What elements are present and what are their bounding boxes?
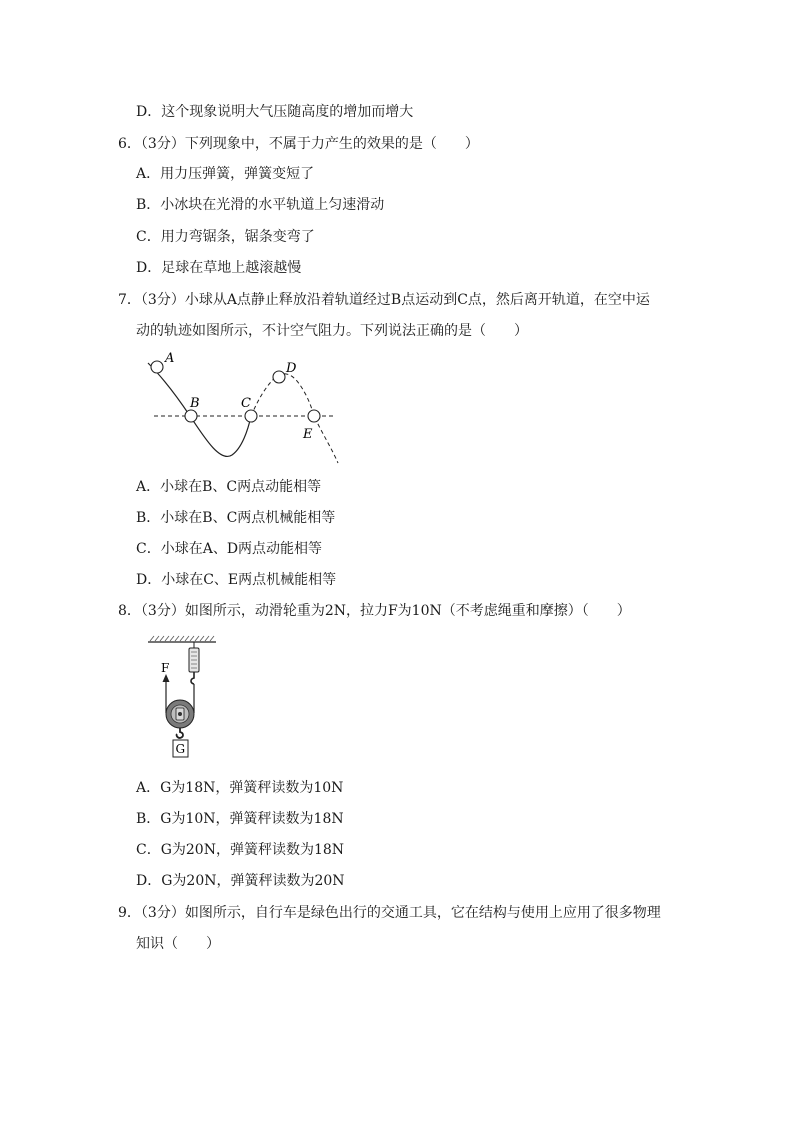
ball-b: [185, 410, 197, 422]
q5-option-d: D．这个现象说明大气压随高度的增加而增大: [136, 104, 414, 120]
q9-stem-line2: 知识（ ）: [136, 936, 220, 952]
q8-option-c: C．G为20N，弹簧秤读数为18N: [136, 842, 345, 858]
pulley-hook: [177, 728, 183, 738]
ceiling-hatching: [150, 636, 214, 641]
q7-stem-line2: 动的轨迹如图所示，不计空气阻力。下列说法正确的是（ ）: [136, 323, 528, 339]
q6-option-a: A．用力压弹簧，弹簧变短了: [136, 166, 315, 182]
trajectory-dashed: [251, 374, 338, 463]
label-e: E: [303, 427, 313, 442]
force-arrow-head: [163, 674, 170, 682]
q7-stem-line1: 7．（3分）小球从A点静止释放沿着轨道经过B点运动到C点，然后离开轨道，在空中运: [118, 292, 650, 308]
label-a: A: [165, 351, 175, 366]
ball-a: [151, 361, 163, 373]
q8-option-a: A．G为18N，弹簧秤读数为10N: [136, 780, 344, 796]
label-d: D: [286, 361, 297, 376]
q8-option-b: B．G为10N，弹簧秤读数为18N: [136, 811, 344, 827]
q7-option-a: A．小球在B、C两点动能相等: [136, 479, 322, 495]
weight-label: G: [175, 742, 186, 756]
q7-option-c: C．小球在A、D两点动能相等: [136, 541, 323, 557]
q6-option-c: C．用力弯锯条，锯条变弯了: [136, 229, 315, 245]
force-label: F: [161, 661, 170, 675]
q9-stem-line1: 9．（3分）如图所示，自行车是绿色出行的交通工具，它在结构与使用上应用了很多物理: [118, 905, 661, 921]
q7-track-figure: [140, 345, 350, 470]
label-b: B: [190, 396, 200, 411]
label-c: C: [241, 396, 251, 411]
q8-pulley-figure: [144, 632, 224, 764]
ball-e: [308, 410, 320, 422]
pulley-axle: [178, 712, 182, 716]
q7-option-b: B．小球在B、C两点机械能相等: [136, 510, 336, 526]
q7-option-d: D．小球在C、E两点机械能相等: [136, 572, 337, 588]
q6-option-b: B．小冰块在光滑的水平轨道上匀速滑动: [136, 197, 385, 213]
q6-option-d: D．足球在草地上越滚越慢: [136, 260, 302, 276]
ball-c: [245, 410, 257, 422]
q6-stem: 6．（3分）下列现象中，不属于力产生的效果的是（ ）: [118, 136, 479, 152]
q8-stem: 8．（3分）如图所示，动滑轮重为2N，拉力F为10N（不考虑绳重和摩擦）（ ）: [118, 603, 631, 619]
q8-option-d: D．G为20N，弹簧秤读数为20N: [136, 873, 345, 889]
scale-hook: [191, 672, 194, 684]
ball-d: [273, 371, 285, 383]
